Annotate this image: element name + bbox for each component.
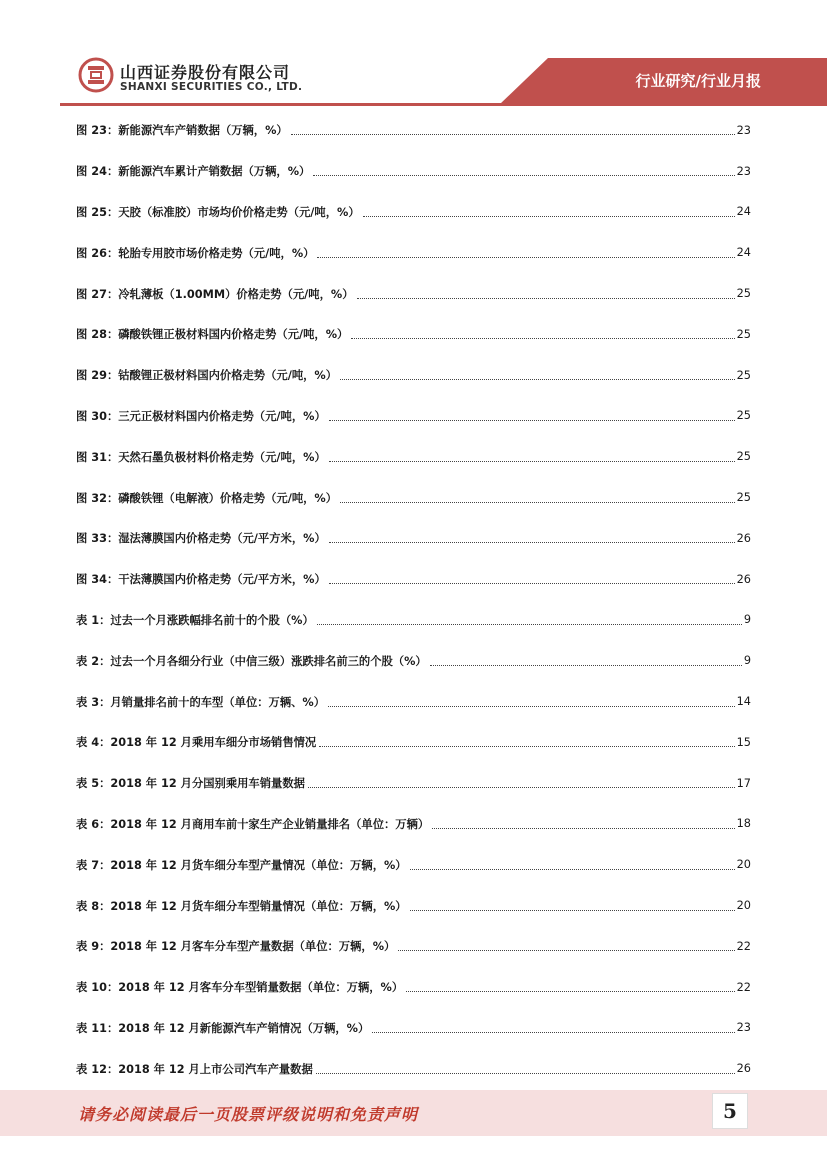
toc-leader-dots — [430, 664, 742, 666]
toc-entry[interactable] — [76, 477, 751, 518]
toc-entry[interactable] — [76, 518, 751, 559]
toc-entry-page: 25 — [736, 409, 751, 423]
toc-entry-label: 表 5：2018 年 12 月分国别乘用车销量数据 — [76, 777, 305, 791]
toc-entry[interactable] — [76, 355, 751, 396]
toc-entry-label: 表 10：2018 年 12 月客车分车型销量数据（单位：万辆，%） — [76, 981, 404, 995]
toc-entry-page: 15 — [736, 735, 751, 749]
toc-entry-label: 图 34：干法薄膜国内价格走势（元/平方米，%） — [76, 573, 326, 587]
toc-leader-dots — [308, 786, 735, 788]
toc-leader-dots — [410, 909, 735, 911]
toc-entry[interactable] — [76, 559, 751, 600]
disclaimer-notice: 请务必阅读最后一页股票评级说明和免责声明 — [78, 1105, 419, 1124]
toc-entry[interactable] — [76, 804, 751, 845]
toc-entry-page: 23 — [736, 123, 751, 137]
shanxi-securities-logo-icon — [78, 57, 114, 93]
toc-leader-dots — [316, 1072, 735, 1074]
toc-entry[interactable] — [76, 926, 751, 967]
toc-entry[interactable] — [76, 273, 751, 314]
toc-entry-page: 26 — [736, 531, 751, 545]
toc-leader-dots — [340, 378, 735, 380]
toc-entry-label: 表 7：2018 年 12 月货车细分车型产量情况（单位：万辆，%） — [76, 858, 407, 872]
toc-entry[interactable] — [76, 396, 751, 437]
toc-entry-label: 图 32：磷酸铁锂（电解液）价格走势（元/吨，%） — [76, 491, 338, 505]
toc-entry-page: 23 — [736, 1021, 751, 1035]
toc-entry-label: 图 30：三元正极材料国内价格走势（元/吨，%） — [76, 409, 326, 423]
toc-entry[interactable] — [76, 1048, 751, 1089]
toc-entry[interactable] — [76, 681, 751, 722]
toc-entry-page: 26 — [736, 1062, 751, 1076]
toc-leader-dots — [317, 256, 734, 258]
toc-entry[interactable] — [76, 1008, 751, 1049]
toc-entry-page: 22 — [736, 980, 751, 994]
toc-leader-dots — [317, 623, 742, 625]
toc-entry-page: 25 — [736, 368, 751, 382]
toc-entry-label: 图 23：新能源汽车产销数据（万辆，%） — [76, 124, 288, 138]
toc-entry[interactable] — [76, 722, 751, 763]
toc-leader-dots — [329, 419, 735, 421]
toc-entry-label: 表 9：2018 年 12 月客车分车型产量数据（单位：万辆，%） — [76, 940, 396, 954]
toc-entry-label: 表 6：2018 年 12 月商用车前十家生产企业销量排名（单位：万辆） — [76, 817, 430, 831]
page-number: 5 — [723, 1099, 737, 1123]
toc-entry-label: 图 24：新能源汽车累计产销数据（万辆，%） — [76, 165, 311, 179]
toc-entry-page: 18 — [736, 817, 751, 831]
toc-leader-dots — [372, 1031, 734, 1033]
toc-leader-dots — [291, 133, 735, 135]
toc-entry[interactable] — [76, 600, 751, 641]
toc-leader-dots — [328, 705, 735, 707]
toc-leader-dots — [432, 827, 734, 829]
toc-entry-page: 23 — [736, 164, 751, 178]
toc-entry-label: 图 28：磷酸铁锂正极材料国内价格走势（元/吨，%） — [76, 328, 349, 342]
toc-leader-dots — [319, 745, 734, 747]
toc-entry-page: 20 — [736, 858, 751, 872]
toc-entry-page: 25 — [736, 327, 751, 341]
toc-entry-page: 24 — [736, 246, 751, 260]
page-number-box — [712, 1093, 748, 1129]
toc-entry[interactable] — [76, 640, 751, 681]
toc-entry-label: 图 27：冷轧薄板（1.00MM）价格走势（元/吨，%） — [76, 287, 354, 301]
toc-entry-label: 图 33：湿法薄膜国内价格走势（元/平方米，%） — [76, 532, 326, 546]
toc-entry[interactable] — [76, 151, 751, 192]
toc-entry-label: 表 2：过去一个月各细分行业（中信三级）涨跌排名前三的个股（%） — [76, 654, 427, 668]
toc-leader-dots — [351, 337, 734, 339]
toc-entry[interactable] — [76, 763, 751, 804]
toc-entry-label: 表 11：2018 年 12 月新能源汽车产销情况（万辆，%） — [76, 1021, 370, 1035]
toc-entry-label: 表 1：过去一个月涨跌幅排名前十的个股（%） — [76, 613, 314, 627]
toc-entry-page: 24 — [736, 205, 751, 219]
company-name-cn: 山西证券股份有限公司 — [120, 63, 291, 82]
toc-entry[interactable] — [76, 885, 751, 926]
toc-leader-dots — [410, 868, 735, 870]
toc-entry-label: 图 31：天然石墨负极材料价格走势（元/吨，%） — [76, 450, 326, 464]
toc-entry-label: 图 29：钴酸锂正极材料国内价格走势（元/吨，%） — [76, 369, 338, 383]
toc-entry-label: 图 26：轮胎专用胶市场价格走势（元/吨，%） — [76, 246, 315, 260]
toc-entry[interactable] — [76, 436, 751, 477]
toc-entry-page: 14 — [736, 695, 751, 709]
toc-entry[interactable] — [76, 192, 751, 233]
toc-entry-page: 20 — [736, 899, 751, 913]
toc-entry-label: 表 3：月销量排名前十的车型（单位：万辆、%） — [76, 695, 326, 709]
toc-leader-dots — [406, 990, 734, 992]
header-divider — [60, 103, 827, 106]
toc-entry[interactable] — [76, 967, 751, 1008]
toc-entry[interactable] — [76, 314, 751, 355]
toc-entry-label: 表 4：2018 年 12 月乘用车细分市场销售情况 — [76, 736, 317, 750]
toc-entry-page: 22 — [736, 939, 751, 953]
toc-entry-label: 表 12：2018 年 12 月上市公司汽车产量数据 — [76, 1062, 313, 1076]
figure-table-list — [76, 110, 751, 1089]
toc-entry-page: 17 — [736, 776, 751, 790]
toc-entry-page: 26 — [736, 572, 751, 586]
toc-leader-dots — [357, 297, 735, 299]
company-name-en: SHANXI SECURITIES CO., LTD. — [120, 81, 303, 93]
toc-leader-dots — [340, 501, 735, 503]
toc-entry[interactable] — [76, 110, 751, 151]
toc-leader-dots — [329, 582, 735, 584]
toc-entry-page: 9 — [743, 654, 751, 668]
toc-entry-page: 25 — [736, 450, 751, 464]
toc-entry-page: 25 — [736, 287, 751, 301]
toc-leader-dots — [329, 460, 735, 462]
toc-leader-dots — [363, 215, 735, 217]
toc-leader-dots — [313, 174, 734, 176]
toc-leader-dots — [398, 949, 734, 951]
toc-leader-dots — [329, 541, 735, 543]
toc-entry[interactable] — [76, 844, 751, 885]
toc-entry[interactable] — [76, 232, 751, 273]
toc-entry-label: 表 8：2018 年 12 月货车细分车型销量情况（单位：万辆，%） — [76, 899, 407, 913]
toc-entry-page: 25 — [736, 491, 751, 505]
report-type-label: 行业研究/行业月报 — [635, 72, 761, 90]
toc-entry-page: 9 — [743, 613, 751, 627]
toc-entry-label: 图 25：天胶（标准胶）市场均价价格走势（元/吨，%） — [76, 205, 360, 219]
page-header — [0, 0, 827, 110]
